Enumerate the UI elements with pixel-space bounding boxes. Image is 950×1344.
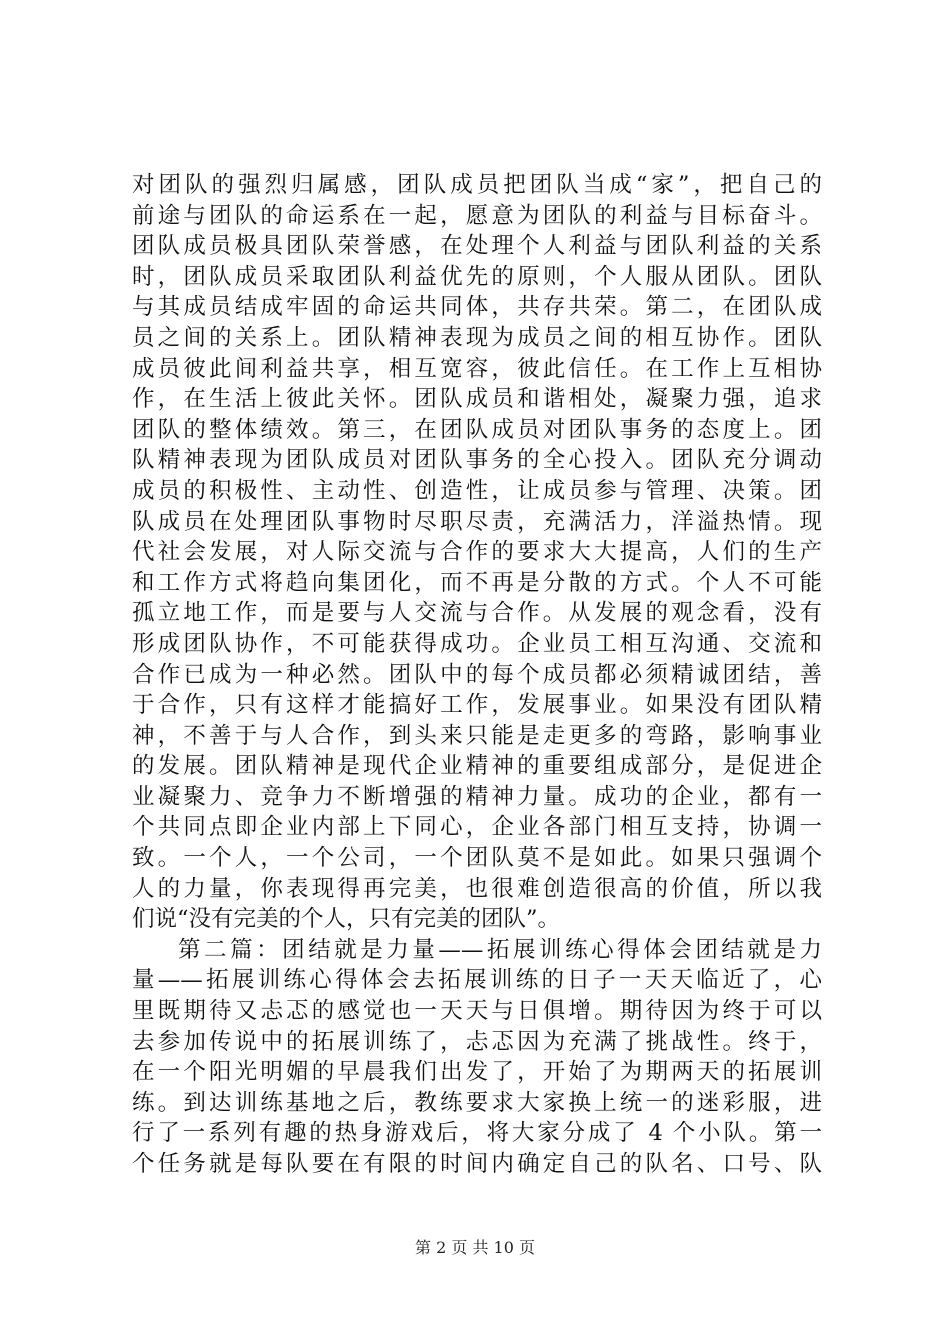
text-line: 代社会发展，对人际交流与合作的要求大大提高，人们的生产: [132, 539, 822, 566]
body-text: [132, 170, 822, 1180]
text-line: 队成员在处理团队事物时尽职尽责，充满活力，洋溢热情。现: [132, 508, 822, 535]
text-line: 和工作方式将趋向集团化，而不再是分散的方式。个人不可能: [132, 569, 822, 596]
text-line: 去参加传说中的拓展训练了，忐忑因为充满了挑战性。终于，: [132, 1028, 822, 1055]
text-line: 作，在生活上彼此关怀。团队成员和谐相处，凝聚力强，追求: [132, 386, 822, 413]
text-line: 们说“没有完美的个人，只有完美的团队”。: [132, 906, 561, 933]
text-line: 在一个阳光明媚的早晨我们出发了，开始了为期两天的拓展训: [132, 1059, 822, 1086]
text-line: 时，团队成员采取团队利益优先的原则，个人服从团队。团队: [132, 263, 822, 290]
paragraph-p2: [132, 935, 822, 1180]
text-line: 形成团队协作，不可能获得成功。企业员工相互沟通、交流和: [132, 630, 822, 657]
paragraph-p1: [132, 170, 822, 935]
text-line: 与其成员结成牢固的命运共同体，共存共荣。第二，在团队成: [132, 294, 822, 321]
text-line: 队精神表现为团队成员对团队事务的全心投入。团队充分调动: [132, 447, 822, 474]
text-line: 练。到达训练基地之后，教练要求大家换上统一的迷彩服，进: [132, 1089, 822, 1116]
text-line: 员之间的关系上。团队精神表现为成员之间的相互协作。团队: [132, 324, 822, 351]
text-line: 合作已成为一种必然。团队中的每个成员都必须精诚团结，善: [132, 661, 822, 688]
text-line: 个共同点即企业内部上下同心，企业各部门相互支持，协调一: [132, 814, 822, 841]
text-line: 人的力量，你表现得再完美，也很难创造很高的价值，所以我: [132, 875, 822, 902]
text-line: 于合作，只有这样才能搞好工作，发展事业。如果没有团队精: [132, 692, 822, 719]
text-line: 个任务就是每队要在有限的时间内确定自己的队名、口号、队: [132, 1151, 822, 1177]
text-line: 业凝聚力、竞争力不断增强的精神力量。成功的企业，都有一: [132, 783, 822, 810]
text-line: 前途与团队的命运系在一起，愿意为团队的利益与目标奋斗。: [132, 202, 822, 229]
page-footer: 第 2 页 共 10 页: [415, 1238, 535, 1257]
text-line: 的发展。团队精神是现代企业精神的重要组成部分，是促进企: [132, 753, 822, 780]
text-line: 团队的整体绩效。第三，在团队成员对团队事务的态度上。团: [132, 416, 822, 443]
text-line: 团队成员极具团队荣誉感，在处理个人利益与团队利益的关系: [132, 233, 822, 260]
text-line: 成员的积极性、主动性、创造性，让成员参与管理、决策。团: [132, 477, 822, 504]
text-line: 成员彼此间利益共享，相互宽容，彼此信任。在工作上互相协: [132, 355, 822, 382]
text-line: 孤立地工作，而是要与人交流与合作。从发展的观念看，没有: [132, 600, 822, 627]
text-line: 里既期待又忐忑的感觉也一天天与日俱增。期待因为终于可以: [132, 998, 822, 1025]
text-line: 量——拓展训练心得体会去拓展训练的日子一天天临近了，心: [132, 967, 822, 994]
text-line: 第二篇：团结就是力量——拓展训练心得体会团结就是力: [178, 936, 822, 963]
text-line: 行了一系列有趣的热身游戏后，将大家分成了 4 个小队。第一: [132, 1120, 822, 1147]
text-line: 神，不善于与人合作，到头来只能是走更多的弯路，影响事业: [132, 722, 822, 749]
text-line: 致。一个人，一个公司，一个团队莫不是如此。如果只强调个: [132, 845, 822, 872]
text-line: 对团队的强烈归属感，团队成员把团队当成“家”，把自己的: [132, 172, 822, 198]
